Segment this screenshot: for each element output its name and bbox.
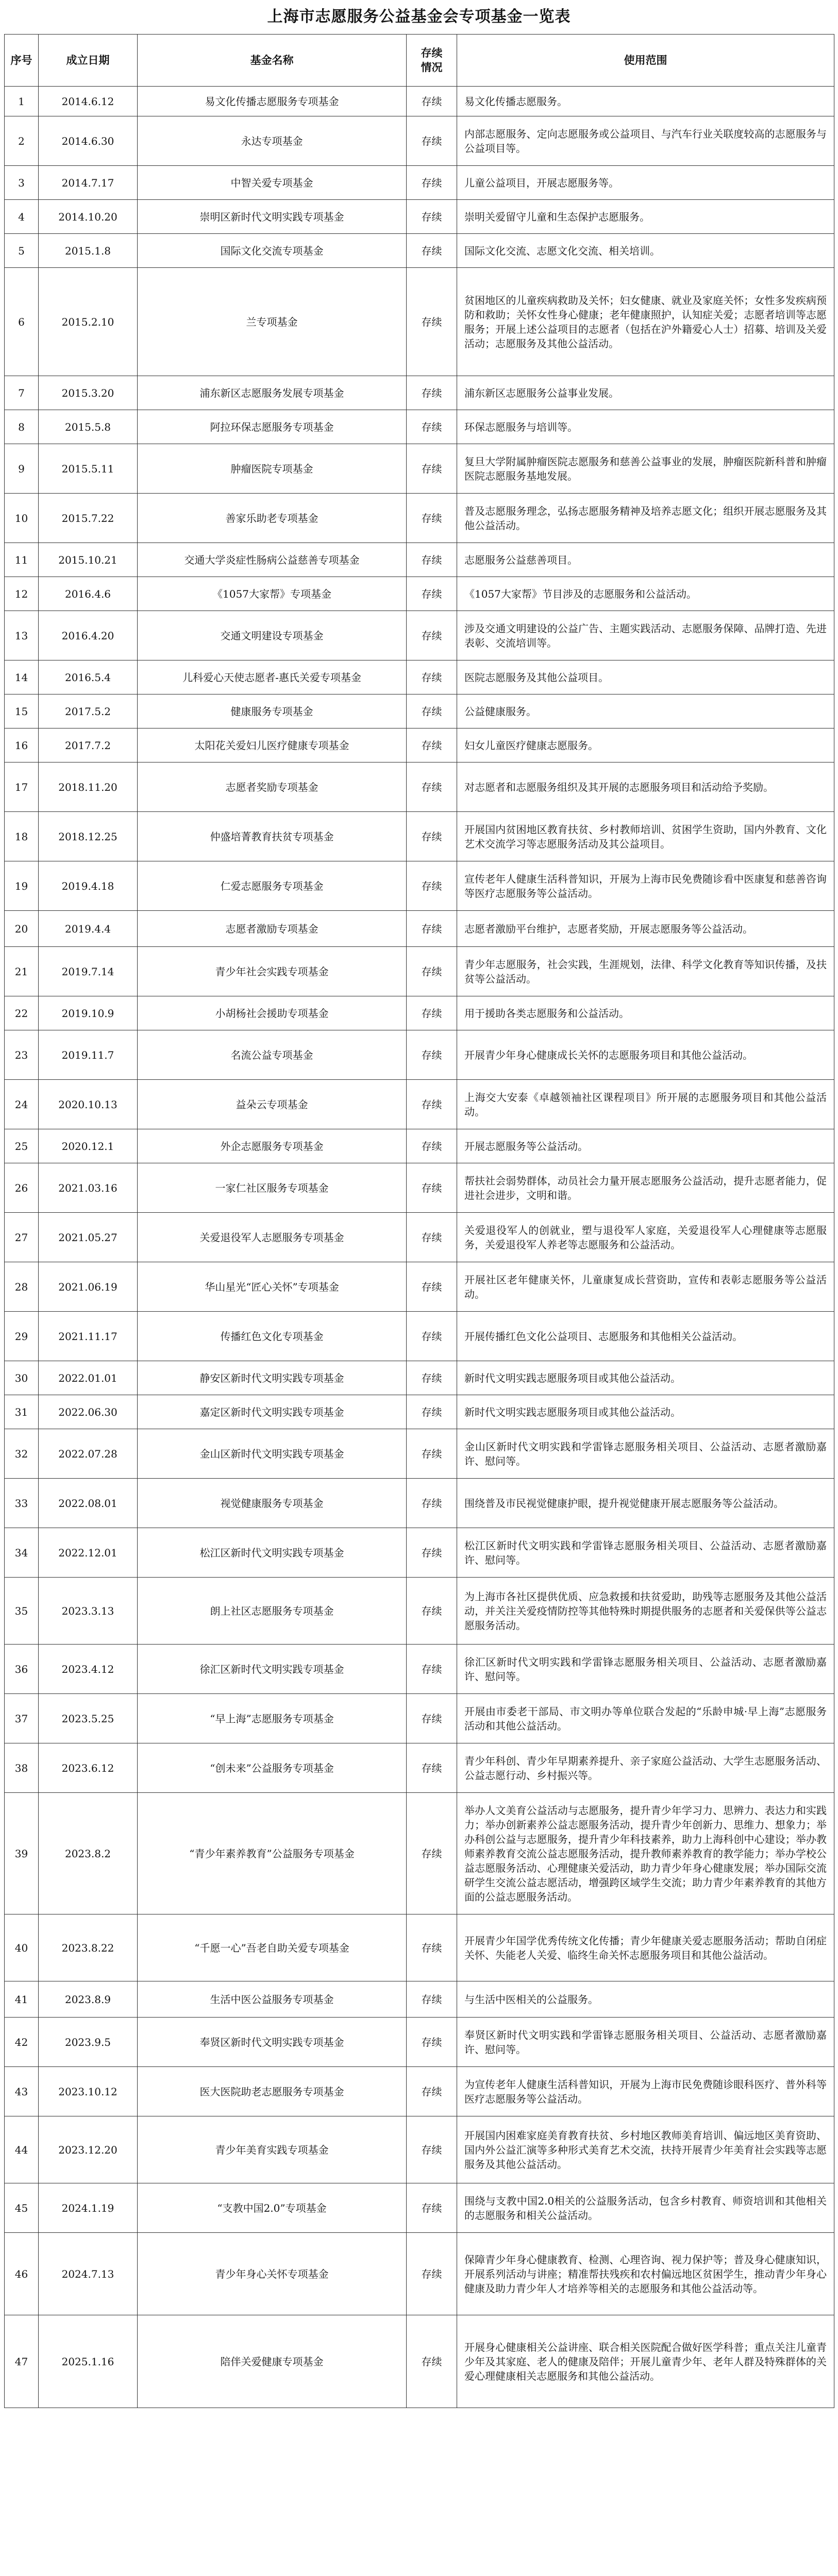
cell-fund-name: “青少年素养教育”公益服务专项基金	[138, 1793, 407, 1914]
cell-scope: 开展社区老年健康关怀，儿童康复成长营资助，宣传和表彰志愿服务等公益活动。	[457, 1262, 834, 1312]
cell-scope: 围绕普及市民视觉健康护眼，提升视觉健康开展志愿服务等公益活动。	[457, 1479, 834, 1528]
table-row	[5, 1213, 834, 1262]
cell-scope: 崇明关爱留守儿童和生态保护志愿服务。	[457, 200, 834, 234]
fund-table	[4, 34, 834, 2408]
table-row	[5, 1645, 834, 1694]
cell-scope: 志愿服务公益慈善项目。	[457, 543, 834, 577]
cell-scope: 贫困地区的儿童疾病救助及关怀；妇女健康、就业及家庭关怀；女性多发疾病预防和救助；关怀女性身心健康；老年健康照护，认知症关爱；志愿者培训等志愿服务；开展上述公益项目的志愿者（包括在沪外籍爱心人士）招募、培训及关爱活动；志愿服务及其他公益活动。	[457, 268, 834, 376]
cell-fund-name: 关爱退役军人志愿服务专项基金	[138, 1213, 407, 1262]
cell-index: 45	[5, 2183, 39, 2233]
cell-fund-name: 一家仁社区服务专项基金	[138, 1163, 407, 1213]
cell-fund-name: 肿瘤医院专项基金	[138, 444, 407, 494]
cell-status: 存续	[407, 2018, 457, 2067]
cell-date: 2016.4.6	[39, 577, 138, 611]
table-row	[5, 268, 834, 376]
cell-fund-name: 仁爱志愿服务专项基金	[138, 861, 407, 911]
cell-date: 2025.1.16	[39, 2315, 138, 2408]
cell-status: 存续	[407, 1914, 457, 1981]
cell-scope: 开展传播红色文化公益项目、志愿服务和其他相关公益活动。	[457, 1312, 834, 1361]
cell-date: 2023.9.5	[39, 2018, 138, 2067]
cell-scope: 新时代文明实践志愿服务项目或其他公益活动。	[457, 1361, 834, 1395]
cell-index: 14	[5, 660, 39, 694]
cell-index: 27	[5, 1213, 39, 1262]
cell-index: 4	[5, 200, 39, 234]
cell-scope: 开展国内困难家庭美育教育扶贫、乡村地区教师美育培训、偏远地区美育资助、国内外公益汇演等多种形式美育艺术交流，扶持开展青少年美育社会实践等志愿服务及其他公益活动。	[457, 2116, 834, 2183]
cell-index: 5	[5, 234, 39, 268]
cell-fund-name: 金山区新时代文明实践专项基金	[138, 1429, 407, 1479]
cell-index: 11	[5, 543, 39, 577]
cell-index: 2	[5, 116, 39, 166]
cell-fund-name: 中智关爱专项基金	[138, 166, 407, 200]
cell-scope: 松江区新时代文明实践和学雷锋志愿服务相关项目、公益活动、志愿者激励嘉许、慰问等。	[457, 1528, 834, 1578]
cell-date: 2015.3.20	[39, 376, 138, 410]
cell-scope: 开展青少年身心健康成长关怀的志愿服务项目和其他公益活动。	[457, 1030, 834, 1080]
table-row	[5, 1479, 834, 1528]
cell-date: 2024.1.19	[39, 2183, 138, 2233]
cell-scope: 为上海市各社区提供优质、应急救援和扶贫爱助，助残等志愿服务及其他公益活动，并关注关爱疫情防控等其他特殊时期提供服务的志愿者和关爱保供等公益志愿服务活动。	[457, 1578, 834, 1645]
cell-index: 29	[5, 1312, 39, 1361]
cell-scope: 医院志愿服务及其他公益项目。	[457, 660, 834, 694]
cell-fund-name: “创未来”公益服务专项基金	[138, 1743, 407, 1793]
cell-date: 2015.2.10	[39, 268, 138, 376]
cell-status: 存续	[407, 200, 457, 234]
cell-date: 2021.11.17	[39, 1312, 138, 1361]
cell-scope: 青少年科创、青少年早期素养提升、亲子家庭公益活动、大学生志愿服务活动、公益志愿行动、乡村振兴等。	[457, 1743, 834, 1793]
cell-scope: 《1057大家帮》节目涉及的志愿服务和公益活动。	[457, 577, 834, 611]
cell-status: 存续	[407, 1578, 457, 1645]
cell-date: 2015.5.11	[39, 444, 138, 494]
cell-index: 22	[5, 996, 39, 1030]
cell-date: 2023.8.9	[39, 1981, 138, 2018]
cell-scope: 青少年志愿服务，社会实践，生涯规划，法律、科学文化教育等知识传播，及扶贫等公益活动。	[457, 947, 834, 996]
table-row	[5, 728, 834, 762]
cell-status: 存续	[407, 1030, 457, 1080]
cell-scope: 复旦大学附属肿瘤医院志愿服务和慈善公益事业的发展，肿瘤医院新科普和肿瘤医院志愿服务基地发展。	[457, 444, 834, 494]
cell-index: 8	[5, 410, 39, 444]
cell-index: 44	[5, 2116, 39, 2183]
cell-status: 存续	[407, 1395, 457, 1429]
cell-date: 2019.7.14	[39, 947, 138, 996]
cell-status: 存续	[407, 611, 457, 660]
table-row	[5, 410, 834, 444]
cell-fund-name: 国际文化交流专项基金	[138, 234, 407, 268]
cell-fund-name: 崇明区新时代文明实践专项基金	[138, 200, 407, 234]
table-row	[5, 2116, 834, 2183]
cell-index: 26	[5, 1163, 39, 1213]
cell-scope: 开展青少年国学优秀传统文化传播；青少年健康关爱志愿服务活动；帮助自闭症关怀、失能老人关爱、临终生命关怀志愿服务项目和其他公益活动。	[457, 1914, 834, 1981]
cell-index: 7	[5, 376, 39, 410]
cell-fund-name: 交通大学炎症性肠病公益慈善专项基金	[138, 543, 407, 577]
cell-index: 30	[5, 1361, 39, 1395]
cell-date: 2020.10.13	[39, 1080, 138, 1129]
table-row	[5, 1395, 834, 1429]
table-row	[5, 694, 834, 728]
cell-index: 37	[5, 1694, 39, 1743]
cell-status: 存续	[407, 1981, 457, 2018]
table-row	[5, 1080, 834, 1129]
cell-index: 6	[5, 268, 39, 376]
cell-status: 存续	[407, 694, 457, 728]
cell-fund-name: 健康服务专项基金	[138, 694, 407, 728]
cell-scope: 国际文化交流、志愿文化交流、相关培训。	[457, 234, 834, 268]
cell-status: 存续	[407, 2233, 457, 2315]
cell-fund-name: 青少年美育实践专项基金	[138, 2116, 407, 2183]
table-row	[5, 947, 834, 996]
cell-index: 25	[5, 1129, 39, 1163]
cell-fund-name: 传播红色文化专项基金	[138, 1312, 407, 1361]
cell-fund-name: 名流公益专项基金	[138, 1030, 407, 1080]
cell-index: 9	[5, 444, 39, 494]
table-row	[5, 200, 834, 234]
header-status: 存续 情况	[407, 35, 457, 87]
cell-fund-name: 小胡杨社会援助专项基金	[138, 996, 407, 1030]
cell-index: 28	[5, 1262, 39, 1312]
cell-date: 2022.06.30	[39, 1395, 138, 1429]
cell-scope: 奉贤区新时代文明实践和学雷锋志愿服务相关项目、公益活动、志愿者激励嘉许、慰问等。	[457, 2018, 834, 2067]
cell-status: 存续	[407, 494, 457, 543]
cell-status: 存续	[407, 2116, 457, 2183]
table-row	[5, 444, 834, 494]
cell-date: 2022.12.01	[39, 1528, 138, 1578]
cell-status: 存续	[407, 234, 457, 268]
cell-scope: 新时代文明实践志愿服务项目或其他公益活动。	[457, 1395, 834, 1429]
header-scope: 使用范围	[457, 35, 834, 87]
cell-status: 存续	[407, 1262, 457, 1312]
cell-scope: 宣传老年人健康生活科普知识，开展为上海市民免费随诊看中医康复和慈善咨询等医疗志愿服务等公益活动。	[457, 861, 834, 911]
table-row	[5, 2183, 834, 2233]
cell-status: 存续	[407, 543, 457, 577]
cell-index: 46	[5, 2233, 39, 2315]
header-index: 序号	[5, 35, 39, 87]
table-row	[5, 1129, 834, 1163]
cell-date: 2015.1.8	[39, 234, 138, 268]
table-row	[5, 1030, 834, 1080]
cell-fund-name: 交通文明建设专项基金	[138, 611, 407, 660]
cell-fund-name: 仲盛培菁教育扶贫专项基金	[138, 812, 407, 861]
cell-date: 2023.5.25	[39, 1694, 138, 1743]
cell-index: 19	[5, 861, 39, 911]
cell-fund-name: 朗上社区志愿服务专项基金	[138, 1578, 407, 1645]
table-row	[5, 1694, 834, 1743]
cell-date: 2019.4.18	[39, 861, 138, 911]
cell-status: 存续	[407, 947, 457, 996]
cell-fund-name: 徐汇区新时代文明实践专项基金	[138, 1645, 407, 1694]
cell-fund-name: 志愿者激励专项基金	[138, 911, 407, 947]
cell-status: 存续	[407, 577, 457, 611]
cell-scope: 内部志愿服务、定向志愿服务或公益项目、与汽车行业关联度较高的志愿服务与公益项目等。	[457, 116, 834, 166]
table-row	[5, 1743, 834, 1793]
cell-date: 2021.05.27	[39, 1213, 138, 1262]
cell-scope: 上海交大安泰《卓越领袖社区课程项目》所开展的志愿服务项目和其他公益活动。	[457, 1080, 834, 1129]
table-row	[5, 1914, 834, 1981]
cell-index: 15	[5, 694, 39, 728]
cell-fund-name: 儿科爱心天使志愿者-惠氏关爱专项基金	[138, 660, 407, 694]
cell-status: 存续	[407, 1080, 457, 1129]
cell-scope: 开展国内贫困地区教育扶贫、乡村教师培训、贫困学生资助，国内外教育、文化艺术交流学习等志愿服务活动及其公益项目。	[457, 812, 834, 861]
table-row	[5, 2233, 834, 2315]
cell-fund-name: 医大医院助老志愿服务专项基金	[138, 2067, 407, 2116]
cell-fund-name: “早上海”志愿服务专项基金	[138, 1694, 407, 1743]
cell-status: 存续	[407, 2067, 457, 2116]
cell-index: 23	[5, 1030, 39, 1080]
cell-status: 存续	[407, 861, 457, 911]
cell-fund-name: 陪伴关爱健康专项基金	[138, 2315, 407, 2408]
cell-date: 2019.4.4	[39, 911, 138, 947]
table-row	[5, 1262, 834, 1312]
cell-date: 2022.01.01	[39, 1361, 138, 1395]
cell-date: 2023.8.22	[39, 1914, 138, 1981]
cell-status: 存续	[407, 1694, 457, 1743]
cell-date: 2024.7.13	[39, 2233, 138, 2315]
table-row	[5, 660, 834, 694]
table-row	[5, 1578, 834, 1645]
cell-date: 2023.8.2	[39, 1793, 138, 1914]
cell-date: 2022.08.01	[39, 1479, 138, 1528]
header-date: 成立日期	[39, 35, 138, 87]
cell-status: 存续	[407, 1645, 457, 1694]
cell-status: 存续	[407, 1213, 457, 1262]
cell-date: 2014.7.17	[39, 166, 138, 200]
table-row	[5, 494, 834, 543]
cell-scope: 金山区新时代文明实践和学雷锋志愿服务相关项目、公益活动、志愿者激励嘉许、慰问等。	[457, 1429, 834, 1479]
cell-index: 34	[5, 1528, 39, 1578]
cell-fund-name: 外企志愿服务专项基金	[138, 1129, 407, 1163]
cell-status: 存续	[407, 1743, 457, 1793]
table-row	[5, 577, 834, 611]
cell-status: 存续	[407, 911, 457, 947]
cell-fund-name: 善家乐助老专项基金	[138, 494, 407, 543]
cell-date: 2015.10.21	[39, 543, 138, 577]
cell-status: 存续	[407, 812, 457, 861]
cell-status: 存续	[407, 1361, 457, 1395]
table-body	[5, 87, 834, 2408]
cell-fund-name: 视觉健康服务专项基金	[138, 1479, 407, 1528]
cell-date: 2023.6.12	[39, 1743, 138, 1793]
cell-index: 42	[5, 2018, 39, 2067]
cell-date: 2023.4.12	[39, 1645, 138, 1694]
cell-scope: 浦东新区志愿服务公益事业发展。	[457, 376, 834, 410]
cell-index: 24	[5, 1080, 39, 1129]
table-row	[5, 812, 834, 861]
table-row	[5, 1981, 834, 2018]
cell-date: 2017.5.2	[39, 694, 138, 728]
cell-scope: 开展志愿服务等公益活动。	[457, 1129, 834, 1163]
cell-status: 存续	[407, 410, 457, 444]
cell-status: 存续	[407, 87, 457, 116]
table-row	[5, 1163, 834, 1213]
table-row	[5, 762, 834, 812]
cell-index: 13	[5, 611, 39, 660]
cell-fund-name: 益朵云专项基金	[138, 1080, 407, 1129]
table-row	[5, 861, 834, 911]
cell-scope: 帮扶社会弱势群体，动员社会力量开展志愿服务公益活动，提升志愿者能力，促进社会进步，文明和谐。	[457, 1163, 834, 1213]
cell-date: 2023.12.20	[39, 2116, 138, 2183]
table-row	[5, 2315, 834, 2408]
table-row	[5, 116, 834, 166]
cell-scope: 举办人文美育公益活动与志愿服务，提升青少年学习力、思辨力、表达力和实践力；举办创新素养公益志愿服务活动，提升青少年创新力、思维力、想象力；举办科创公益与志愿服务，提升青少年科技素养，助力上海科创中心建设；举办教师素养教育交流公益志愿服务活动，提升教师素养教育的教学能力；举办学校公益志愿服务活动、心理健康关爱活动，助力青少年身心健康发展；举办国际交流研学生交流公益志愿活动，增强跨区域学生交流；助力青少年素养教育的其他方面的公益志愿服务活动。	[457, 1793, 834, 1914]
cell-scope: 环保志愿服务与培训等。	[457, 410, 834, 444]
cell-status: 存续	[407, 2183, 457, 2233]
cell-status: 存续	[407, 1163, 457, 1213]
table-header-row	[5, 35, 834, 87]
cell-index: 18	[5, 812, 39, 861]
table-row	[5, 2018, 834, 2067]
table-row	[5, 166, 834, 200]
cell-date: 2021.03.16	[39, 1163, 138, 1213]
cell-date: 2023.3.13	[39, 1578, 138, 1645]
cell-fund-name: “支教中国2.0”专项基金	[138, 2183, 407, 2233]
cell-date: 2022.07.28	[39, 1429, 138, 1479]
document-title: 上海市志愿服务公益基金会专项基金一览表	[267, 8, 571, 26]
cell-index: 12	[5, 577, 39, 611]
table-row	[5, 234, 834, 268]
table-row	[5, 1528, 834, 1578]
cell-fund-name: 松江区新时代文明实践专项基金	[138, 1528, 407, 1578]
cell-date: 2014.10.20	[39, 200, 138, 234]
table-row	[5, 376, 834, 410]
table-row	[5, 543, 834, 577]
cell-scope: 保障青少年身心健康教育、检测、心理咨询、视力保护等；普及身心健康知识，开展系列活动与讲座；精准帮扶残疾和农村偏远地区贫困学生，推动青少年身心健康及助力青少年人才培养等相关的志愿服务和其他公益活动等。	[457, 2233, 834, 2315]
document-sheet	[4, 0, 834, 2408]
cell-status: 存续	[407, 1479, 457, 1528]
cell-status: 存续	[407, 1528, 457, 1578]
cell-date: 2015.7.22	[39, 494, 138, 543]
cell-fund-name: 青少年身心关怀专项基金	[138, 2233, 407, 2315]
cell-fund-name: 嘉定区新时代文明实践专项基金	[138, 1395, 407, 1429]
cell-index: 38	[5, 1743, 39, 1793]
cell-status: 存续	[407, 762, 457, 812]
cell-status: 存续	[407, 268, 457, 376]
table-row	[5, 911, 834, 947]
cell-fund-name: 阿拉环保志愿服务专项基金	[138, 410, 407, 444]
cell-status: 存续	[407, 1129, 457, 1163]
cell-date: 2018.12.25	[39, 812, 138, 861]
cell-status: 存续	[407, 660, 457, 694]
cell-status: 存续	[407, 166, 457, 200]
table-row	[5, 996, 834, 1030]
table-row	[5, 2067, 834, 2116]
cell-scope: 为宣传老年人健康生活科普知识，开展为上海市民免费随诊眼科医疗、普外科等医疗志愿服务等公益活动。	[457, 2067, 834, 2116]
cell-status: 存续	[407, 1429, 457, 1479]
cell-date: 2016.4.20	[39, 611, 138, 660]
cell-date: 2015.5.8	[39, 410, 138, 444]
cell-status: 存续	[407, 376, 457, 410]
cell-index: 32	[5, 1429, 39, 1479]
table-row	[5, 1312, 834, 1361]
cell-index: 41	[5, 1981, 39, 2018]
cell-scope: 徐汇区新时代文明实践和学雷锋志愿服务相关项目、公益活动、志愿者激励嘉许、慰问等。	[457, 1645, 834, 1694]
cell-date: 2018.11.20	[39, 762, 138, 812]
cell-date: 2023.10.12	[39, 2067, 138, 2116]
cell-index: 1	[5, 87, 39, 116]
cell-index: 16	[5, 728, 39, 762]
cell-scope: 妇女儿童医疗健康志愿服务。	[457, 728, 834, 762]
header-name: 基金名称	[138, 35, 407, 87]
cell-fund-name: 奉贤区新时代文明实践专项基金	[138, 2018, 407, 2067]
cell-date: 2017.7.2	[39, 728, 138, 762]
cell-status: 存续	[407, 1793, 457, 1914]
cell-status: 存续	[407, 2315, 457, 2408]
table-row	[5, 1429, 834, 1479]
cell-index: 36	[5, 1645, 39, 1694]
cell-status: 存续	[407, 728, 457, 762]
cell-fund-name: 《1057大家帮》专项基金	[138, 577, 407, 611]
table-row	[5, 1361, 834, 1395]
cell-index: 47	[5, 2315, 39, 2408]
cell-index: 39	[5, 1793, 39, 1914]
cell-scope: 公益健康服务。	[457, 694, 834, 728]
cell-date: 2020.12.1	[39, 1129, 138, 1163]
cell-fund-name: “千愿一心”吾老自助关爱专项基金	[138, 1914, 407, 1981]
cell-scope: 涉及交通文明建设的公益广告、主题实践活动、志愿服务保障、品牌打造、先进表彰、交流培训等。	[457, 611, 834, 660]
cell-scope: 儿童公益项目，开展志愿服务等。	[457, 166, 834, 200]
cell-index: 20	[5, 911, 39, 947]
cell-fund-name: 浦东新区志愿服务发展专项基金	[138, 376, 407, 410]
cell-fund-name: 志愿者奖励专项基金	[138, 762, 407, 812]
cell-status: 存续	[407, 996, 457, 1030]
cell-index: 31	[5, 1395, 39, 1429]
cell-index: 35	[5, 1578, 39, 1645]
table-row	[5, 611, 834, 660]
cell-fund-name: 青少年社会实践专项基金	[138, 947, 407, 996]
cell-fund-name: 华山星光“匠心关怀”专项基金	[138, 1262, 407, 1312]
cell-scope: 开展身心健康相关公益讲座、联合相关医院配合做好医学科普；重点关注儿童青少年及其家庭、老人的健康及陪伴；开展儿童青少年、老年人群及特殊群体的关爱心理健康相关志愿服务和其他公益活动。	[457, 2315, 834, 2408]
cell-scope: 与生活中医相关的公益服务。	[457, 1981, 834, 2018]
cell-date: 2016.5.4	[39, 660, 138, 694]
cell-scope: 围绕与支教中国2.0相关的公益服务活动，包含乡村教育、师资培训和其他相关的志愿服务和相关公益活动。	[457, 2183, 834, 2233]
cell-index: 3	[5, 166, 39, 200]
cell-fund-name: 易文化传播志愿服务专项基金	[138, 87, 407, 116]
cell-index: 10	[5, 494, 39, 543]
table-row	[5, 1793, 834, 1914]
cell-scope: 开展由市委老干部局、市文明办等单位联合发起的“乐龄申城·早上海”志愿服务活动和其他公益活动。	[457, 1694, 834, 1743]
cell-fund-name: 永达专项基金	[138, 116, 407, 166]
cell-status: 存续	[407, 116, 457, 166]
cell-scope: 志愿者激励平台维护，志愿者奖励，开展志愿服务等公益活动。	[457, 911, 834, 947]
cell-status: 存续	[407, 444, 457, 494]
table-row	[5, 87, 834, 116]
cell-fund-name: 静安区新时代文明实践专项基金	[138, 1361, 407, 1395]
cell-date: 2019.10.9	[39, 996, 138, 1030]
cell-date: 2021.06.19	[39, 1262, 138, 1312]
cell-index: 33	[5, 1479, 39, 1528]
cell-index: 21	[5, 947, 39, 996]
cell-index: 40	[5, 1914, 39, 1981]
cell-scope: 对志愿者和志愿服务组织及其开展的志愿服务项目和活动给予奖励。	[457, 762, 834, 812]
cell-status: 存续	[407, 1312, 457, 1361]
cell-date: 2014.6.12	[39, 87, 138, 116]
cell-scope: 易文化传播志愿服务。	[457, 87, 834, 116]
cell-fund-name: 生活中医公益服务专项基金	[138, 1981, 407, 2018]
cell-scope: 普及志愿服务理念，弘扬志愿服务精神及培养志愿文化；组织开展志愿服务及其他公益活动。	[457, 494, 834, 543]
cell-scope: 用于援助各类志愿服务和公益活动。	[457, 996, 834, 1030]
cell-scope: 关爱退役军人的创就业，塑与退役军人家庭，关爱退役军人心理健康等志愿服务，关爱退役军人养老等志愿服务和公益活动。	[457, 1213, 834, 1262]
cell-date: 2014.6.30	[39, 116, 138, 166]
cell-index: 43	[5, 2067, 39, 2116]
cell-date: 2019.11.7	[39, 1030, 138, 1080]
cell-fund-name: 兰专项基金	[138, 268, 407, 376]
cell-index: 17	[5, 762, 39, 812]
cell-fund-name: 太阳花关爱妇儿医疗健康专项基金	[138, 728, 407, 762]
